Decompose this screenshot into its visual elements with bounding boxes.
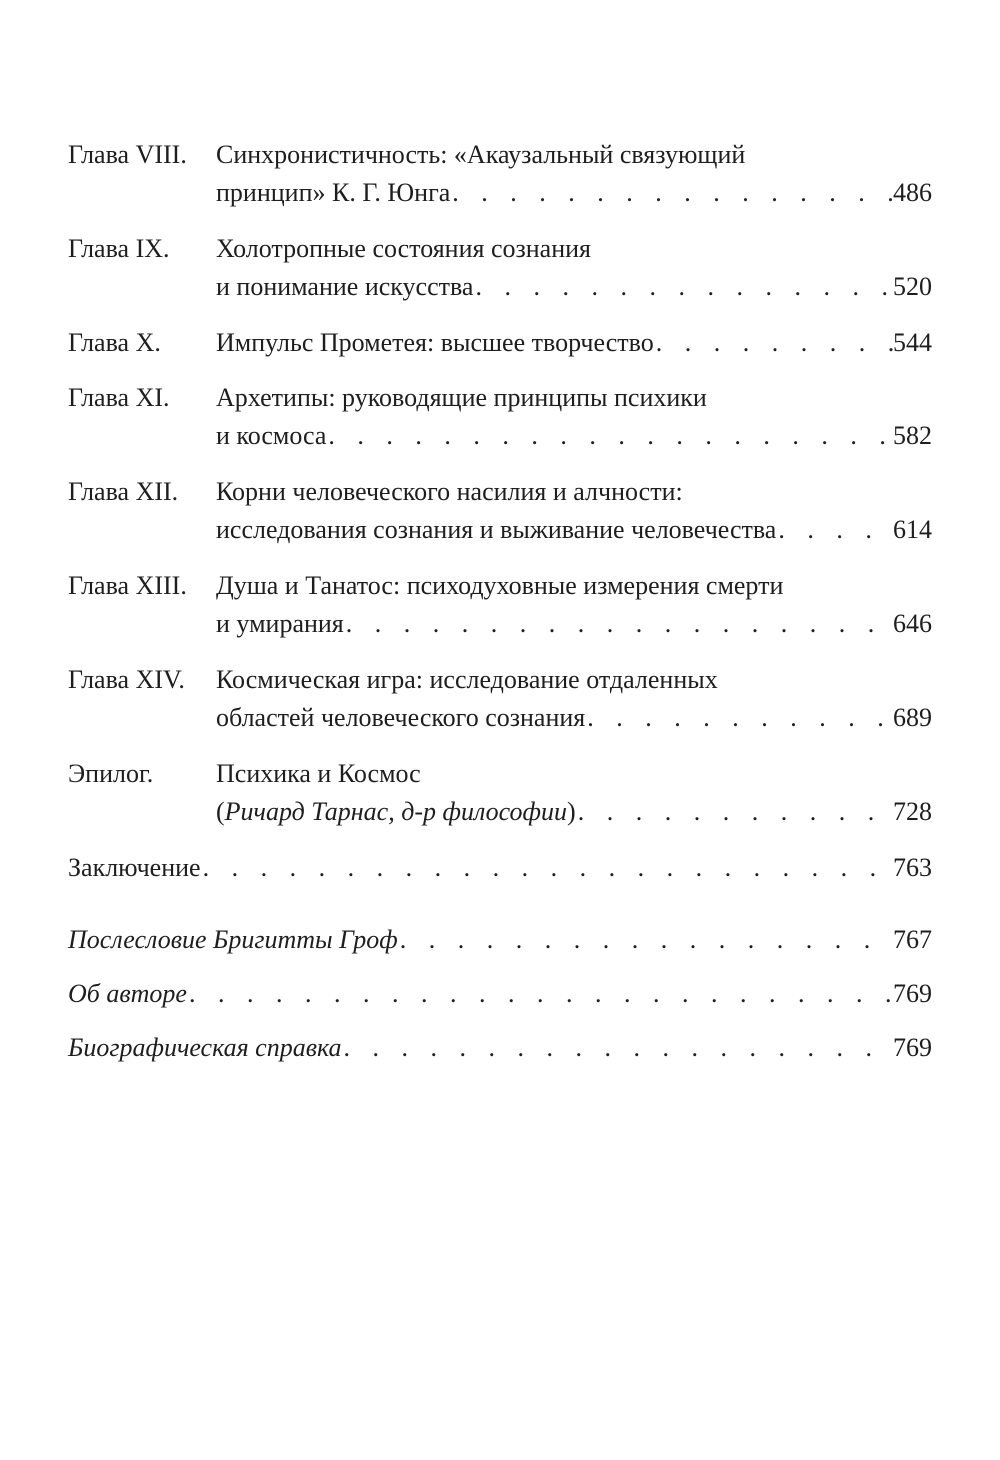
dot-leader bbox=[654, 324, 893, 362]
toc-entry-chapter-8[interactable] bbox=[68, 136, 932, 212]
chapter-title-line2: и космоса bbox=[216, 421, 327, 450]
chapter-title-line1: Душа и Танатос: психодуховные измерения смерти bbox=[216, 571, 784, 600]
toc-entry-chapter-9[interactable] bbox=[68, 230, 932, 306]
page-number: 769 bbox=[893, 979, 932, 1008]
dot-leader bbox=[473, 268, 893, 306]
page-number: 689 bbox=[893, 703, 932, 732]
toc-entry-about-author[interactable] bbox=[68, 975, 932, 1013]
dot-leader bbox=[342, 1029, 893, 1067]
paren-close: ) bbox=[567, 797, 576, 826]
toc-entry-conclusion[interactable] bbox=[68, 849, 932, 887]
toc-entry-chapter-10[interactable] bbox=[68, 324, 932, 362]
dot-leader bbox=[585, 699, 893, 737]
dot-leader bbox=[344, 605, 893, 643]
chapter-title-line2: и умирания bbox=[216, 609, 344, 638]
chapter-title-line1: Импульс Прометея: высшее творчество bbox=[216, 328, 654, 357]
chapter-title-line1: Космическая игра: исследование отдаленных bbox=[216, 665, 718, 694]
chapter-title-line2: принцип» К. Г. Юнга bbox=[216, 178, 451, 207]
toc-entry-chapter-13[interactable] bbox=[68, 567, 932, 643]
chapter-label: Глава XIII. bbox=[68, 571, 187, 600]
toc-entry-chapter-14[interactable] bbox=[68, 661, 932, 737]
page-number: 520 bbox=[893, 272, 932, 301]
dot-leader bbox=[576, 793, 893, 831]
epilogue-title: Психика и Космос bbox=[216, 759, 421, 788]
page-number: 763 bbox=[893, 853, 932, 882]
toc-entry-chapter-12[interactable] bbox=[68, 473, 932, 549]
chapter-label: Глава XIV. bbox=[68, 665, 185, 694]
chapter-title-line1: Корни человеческого насилия и алчности: bbox=[216, 477, 683, 506]
page-number: 544 bbox=[893, 328, 932, 357]
paren-open: ( bbox=[216, 797, 225, 826]
page-number: 728 bbox=[893, 797, 932, 826]
chapter-label: Глава VIII. bbox=[68, 140, 187, 169]
page-number: 767 bbox=[893, 925, 932, 954]
toc-entry-afterword[interactable] bbox=[68, 921, 932, 959]
dot-leader bbox=[187, 975, 893, 1013]
about-author-title: Об авторе bbox=[68, 979, 187, 1008]
chapter-title-line2: и понимание искусства bbox=[216, 272, 474, 301]
toc-entry-chapter-11[interactable] bbox=[68, 379, 932, 455]
chapter-label: Глава X. bbox=[68, 328, 161, 357]
chapter-label: Глава XI. bbox=[68, 383, 170, 412]
chapter-title-line1: Синхронистичность: «Акаузальный связующий bbox=[216, 140, 746, 169]
chapter-title-line2: областей человеческого сознания bbox=[216, 703, 586, 732]
dot-leader bbox=[201, 849, 893, 887]
epilogue-author bbox=[216, 793, 576, 831]
chapter-label: Глава IX. bbox=[68, 234, 170, 263]
page-number: 646 bbox=[893, 609, 932, 638]
dot-leader bbox=[776, 511, 893, 549]
dot-leader bbox=[450, 174, 893, 212]
biography-title: Биографическая справка bbox=[68, 1033, 342, 1062]
page-number: 769 bbox=[893, 1033, 932, 1062]
section-gap bbox=[68, 903, 932, 921]
page-number: 582 bbox=[893, 421, 932, 450]
table-of-contents bbox=[68, 136, 932, 1083]
afterword-title: Послесловие Бригитты Гроф bbox=[68, 925, 398, 954]
dot-leader bbox=[398, 921, 893, 959]
epilogue-author-name: Ричард Тарнас, д-р философии bbox=[224, 797, 568, 826]
chapter-title-line1: Архетипы: руководящие принципы психики bbox=[216, 383, 707, 412]
page-number: 614 bbox=[893, 515, 932, 544]
conclusion-title: Заключение bbox=[68, 853, 201, 882]
chapter-title-line1: Холотропные состояния сознания bbox=[216, 234, 591, 263]
dot-leader bbox=[326, 417, 893, 455]
toc-entry-epilogue[interactable] bbox=[68, 755, 932, 831]
chapter-title-line2: исследования сознания и выживание человечества bbox=[216, 515, 777, 544]
toc-entry-biography[interactable] bbox=[68, 1029, 932, 1067]
chapter-label: Глава XII. bbox=[68, 477, 179, 506]
page-number: 486 bbox=[893, 178, 932, 207]
epilogue-label: Эпилог. bbox=[68, 759, 154, 788]
